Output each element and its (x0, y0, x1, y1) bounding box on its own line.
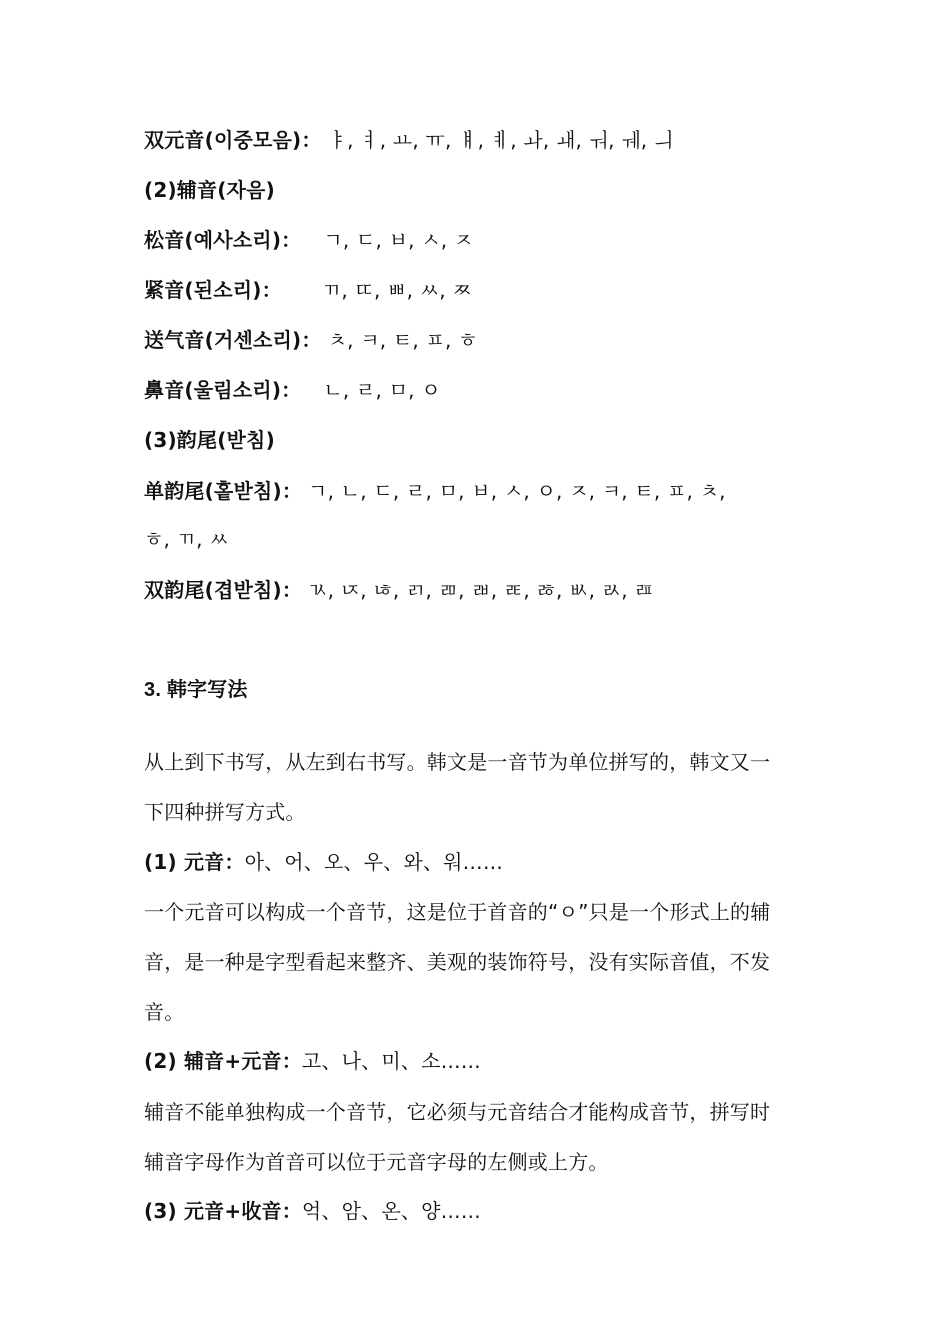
dual-vowels-list: ㅑ, ㅕ, ㅛ, ㅠ, ㅒ, ㅖ, ㅘ, ㅙ, ㅝ, ㅞ, ㅢ (327, 128, 674, 152)
case-3-line (144, 1197, 824, 1225)
case-2-examples: 고、나、미、소…… (301, 1049, 482, 1073)
case-2-desc-line-2: 辅音字母作为首音可以位于元音字母的左侧或上方。 (144, 1150, 609, 1174)
case-1-desc-line-2: 音，是一种是字型看起来整齐、美观的装饰符号，没有实际音值，不发 (144, 950, 771, 974)
case-2-label: (2) 辅音+元音： (144, 1049, 302, 1073)
case-2-line (144, 1047, 824, 1075)
dual-vowels-line (144, 126, 824, 154)
case-1-desc-line-3: 音。 (144, 1000, 185, 1024)
dual-vowels-label: 双元音(이중모음)： (144, 128, 322, 152)
case-1-desc-line-1: 一个元音可以构成一个音节，这是位于首音的“ㅇ”只是一个形式上的辅 (144, 900, 771, 924)
nasal-consonants-line (144, 376, 824, 404)
tense-consonants-line (144, 276, 824, 304)
finals-heading: (3)韵尾(받침) (144, 428, 275, 452)
single-final-line (144, 477, 824, 505)
aspirated-consonants-list: ㅊ, ㅋ, ㅌ, ㅍ, ㅎ (327, 328, 478, 352)
consonants-heading: (2)辅音(자음) (144, 178, 275, 202)
single-final-continued: ㅎ, ㄲ, ㅆ (144, 527, 229, 551)
double-final-list: ㄳ, ㄵ, ㄶ, ㄺ, ㄻ, ㄼ, ㄾ, ㅀ, ㅄ, ㄽ, ㄿ (308, 578, 654, 602)
tense-consonants-label: 紧音(된소리)： (144, 278, 282, 302)
aspirated-consonants-label: 送气音(거센소리)： (144, 328, 322, 352)
double-final-line (144, 576, 824, 604)
single-final-label: 单韵尾(홑받침)： (144, 479, 303, 503)
single-final-list: ㄱ, ㄴ, ㄷ, ㄹ, ㅁ, ㅂ, ㅅ, ㅇ, ㅈ, ㅋ, ㅌ, ㅍ, ㅊ, (308, 479, 726, 503)
case-3-label: (3) 元音+收音： (144, 1199, 302, 1223)
writing-intro-line-2: 下四种拼写方式。 (144, 800, 306, 824)
case-1-examples: 아、어、오、우、와、워…… (244, 850, 504, 874)
nasal-consonants-label: 鼻音(울림소리)： (144, 378, 302, 402)
writing-intro-line-1: 从上到下书写，从左到右书写。韩文是一音节为单位拼写的，韩文又一 (144, 750, 771, 774)
lax-consonants-list: ㄱ, ㄷ, ㅂ, ㅅ, ㅈ (323, 228, 474, 252)
aspirated-consonants-line (144, 326, 824, 354)
lax-consonants-label: 松音(예사소리)： (144, 228, 302, 252)
nasal-consonants-list: ㄴ, ㄹ, ㅁ, ㅇ (323, 378, 441, 402)
double-final-label: 双韵尾(겹받침)： (144, 578, 303, 602)
tense-consonants-list: ㄲ, ㄸ, ㅃ, ㅆ, ㅉ (321, 278, 472, 302)
section-3-heading: 3. 韩字写法 (144, 679, 248, 701)
case-1-label: (1) 元音： (144, 850, 245, 874)
lax-consonants-line (144, 226, 824, 254)
case-1-line (144, 848, 824, 876)
case-3-examples: 억、암、온、양…… (301, 1199, 482, 1223)
case-2-desc-line-1: 辅音不能单独构成一个音节，它必须与元音结合才能构成音节，拼写时 (144, 1100, 771, 1124)
